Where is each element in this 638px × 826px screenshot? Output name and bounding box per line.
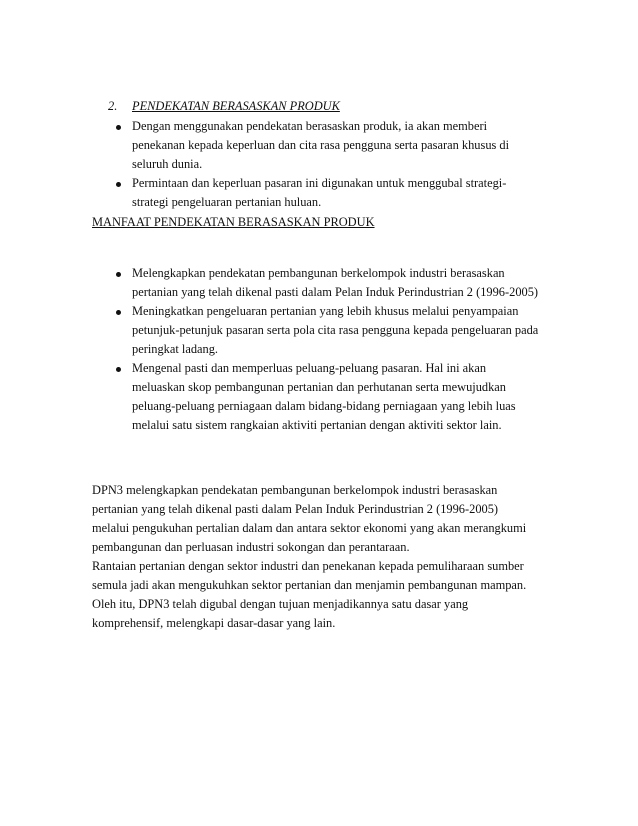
section-title: PENDEKATAN BERASASKAN PRODUK	[132, 99, 340, 113]
bullet-line: strategi pengeluaran pertanian huluan.	[132, 195, 322, 209]
bullet-dot	[116, 182, 121, 187]
paragraph-line: pembangunan dan perluasan industri sokongan dan perantaraan.	[92, 540, 410, 554]
paragraph-line: semula jadi akan mengukuhkan sektor pertanian dan menjamin pembangunan mampan.	[92, 578, 527, 592]
paragraph-line: melalui pengukuhan pertalian dalam dan antara sektor ekonomi yang akan merangkumi	[92, 521, 527, 535]
bullet-dot	[116, 272, 121, 277]
paragraph-line: Oleh itu, DPN3 telah digubal dengan tujuan menjadikannya satu dasar yang	[92, 597, 469, 611]
bullet-line: pertanian yang telah dikenal pasti dalam Pelan Induk Perindustrian 2 (1996-2005)	[132, 285, 539, 299]
bullet-line: Meningkatkan pengeluaran pertanian yang lebih khusus melalui penyampaian	[132, 304, 519, 318]
section-heading-numbered	[108, 97, 340, 116]
bullet-item	[0, 117, 552, 174]
bullet-dot	[116, 367, 121, 372]
paragraph-line: DPN3 melengkapkan pendekatan pembangunan berkelompok industri berasaskan	[92, 483, 498, 497]
bullet-line: Mengenal pasti dan memperluas peluang-peluang pasaran. Hal ini akan	[132, 361, 487, 375]
bullet-line: melalui satu sistem rangkaian aktiviti pertanian dengan aktiviti sektor lain.	[132, 418, 502, 432]
bullet-list-1	[0, 117, 552, 212]
bullet-line: Permintaan dan keperluan pasaran ini digunakan untuk menggubal strategi-	[132, 176, 507, 190]
bullet-item	[0, 359, 552, 435]
bullet-line: penekanan kepada keperluan dan cita rasa pengguna serta pasaran khusus di	[132, 138, 510, 152]
bullet-line: seluruh dunia.	[132, 157, 203, 171]
paragraph-line: Rantaian pertanian dengan sektor industri dan penekanan kepada pemuliharaan sumber	[92, 559, 524, 573]
bullet-line: Dengan menggunakan pendekatan berasaskan produk, ia akan memberi	[132, 119, 488, 133]
paragraph-line: pertanian yang telah dikenal pasti dalam Pelan Induk Perindustrian 2 (1996-2005)	[92, 502, 499, 516]
bullet-dot	[116, 125, 121, 130]
paragraph	[92, 557, 552, 633]
manfaat-heading: MANFAAT PENDEKATAN BERASASKAN PRODUK	[92, 215, 375, 229]
paragraph-line: komprehensif, melengkapi dasar-dasar yang lain.	[92, 616, 336, 630]
bullet-line: peluang-peluang perniagaan dalam bidang-bidang perniagaan yang lebih luas	[132, 399, 516, 413]
section-number: 2.	[108, 99, 118, 113]
bullet-list-2	[0, 264, 552, 435]
bullet-line: meluaskan skop pembangunan pertanian dan perhutanan serta mewujudkan	[132, 380, 507, 394]
bullet-line: peringkat ladang.	[132, 342, 219, 356]
bullet-line: Melengkapkan pendekatan pembangunan berkelompok industri berasaskan	[132, 266, 505, 280]
paragraph	[92, 481, 552, 557]
bullet-dot	[116, 310, 121, 315]
bullet-item	[0, 264, 552, 302]
bullet-item	[0, 302, 552, 359]
bullet-item	[0, 174, 552, 212]
bullet-line: petunjuk-petunjuk pasaran serta pola cita rasa pengguna kepada pengeluaran pada	[132, 323, 539, 337]
